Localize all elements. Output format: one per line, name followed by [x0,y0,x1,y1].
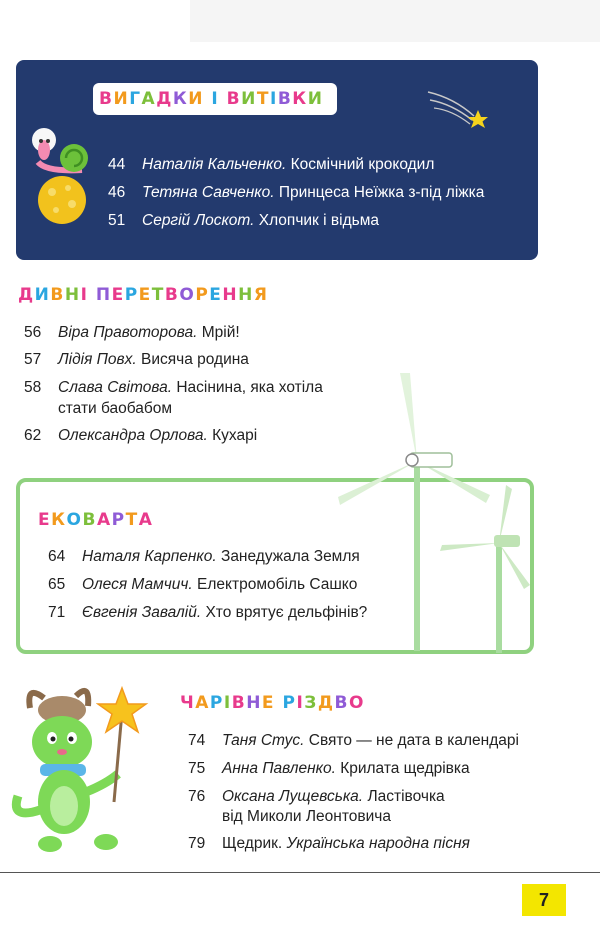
page-number: 75 [188,760,206,777]
entry-author: Слава Світова. [58,379,172,396]
entry-author: Оксана Лущевська. [222,788,364,805]
entry-title-line2: стати баобабом [58,400,173,417]
entry-author: Сергій Лоскот. [142,212,255,229]
page-number: 74 [188,732,206,749]
entry-title: Українська народна пісня [286,835,470,852]
entry-title: Мрій! [201,324,240,341]
entry-title: Хлопчик і відьма [258,212,379,229]
toc-entry [24,377,323,399]
page-number: 62 [24,427,42,444]
section-title-pill [93,83,337,115]
entry-title: Принцеса Неїжка з-під ліжка [278,184,485,201]
toc-entry [188,833,470,855]
page-number: 58 [24,379,42,396]
entry-title: Космічний крокодил [290,156,435,173]
toc-entry [188,758,470,780]
section-title-christmas: ЧАРІВНЕ РІЗДВО [180,693,365,713]
entry-author: Віра Правоторова. [58,324,198,341]
entry-title: Хто врятує дельфінів? [205,604,368,621]
entry-title: Насінина, яка хотіла [176,379,323,396]
entry-title: Електромобіль Сашко [197,576,358,593]
toc-entry [24,322,240,344]
entry-author: Лідія Повх. [58,351,137,368]
section-title-transformations: ДИВНІ ПЕРЕТВОРЕННЯ [18,285,269,305]
entry-author: Щедрик. [222,835,283,852]
entry-title-line2: від Миколи Леонтовича [222,808,391,825]
footer-divider [0,872,600,873]
top-strip [190,0,600,42]
page-number: 46 [108,184,126,201]
page-number-badge: 7 [522,884,566,916]
page-number: 79 [188,835,206,852]
page-number: 44 [108,156,126,173]
toc-entry-continuation [222,806,391,828]
page-number: 65 [48,576,66,593]
entry-title: Ластівочка [367,788,445,805]
entry-title: Кухарі [212,427,258,444]
toc-entry [188,730,519,752]
toc-entry [108,210,379,232]
sparkler-star-icon [96,686,152,806]
toc-entry [24,349,249,371]
entry-title: Свято — не дата в календарі [308,732,519,749]
entry-author: Олеся Мамчич. [82,576,193,593]
page-number: 51 [108,212,126,229]
page-number: 76 [188,788,206,805]
section-title-eco: ЕКОВАРТА [38,510,154,530]
page-number: 56 [24,324,42,341]
entry-author: Наталя Карпенко. [82,548,217,565]
shooting-star-icon [424,86,492,132]
entry-title: Занедужала Земля [220,548,360,565]
entry-author: Наталія Кальченко. [142,156,287,173]
toc-entry [48,602,367,624]
entry-author: Анна Павленко. [222,760,336,777]
page-number: 57 [24,351,42,368]
entry-title: Висяча родина [140,351,249,368]
entry-author: Тетяна Савченко. [142,184,275,201]
entry-author: Олександра Орлова. [58,427,208,444]
page-number: 71 [48,604,66,621]
page-number: 64 [48,548,66,565]
toc-entry [48,574,357,596]
toc-entry [48,546,360,568]
toc-entry [108,154,434,176]
toc-entry [24,425,257,447]
entry-title: Крилата щедрівка [340,760,470,777]
toc-entry [188,786,445,808]
toc-entry [108,182,484,204]
entry-author: Євгенія Завалій. [82,604,202,621]
section-title-fantasy: ВИГАДКИ І ВИТІВКИ [99,89,324,109]
entry-author: Таня Стус. [222,732,305,749]
moon-icon [36,176,92,226]
toc-entry-continuation [58,398,172,420]
